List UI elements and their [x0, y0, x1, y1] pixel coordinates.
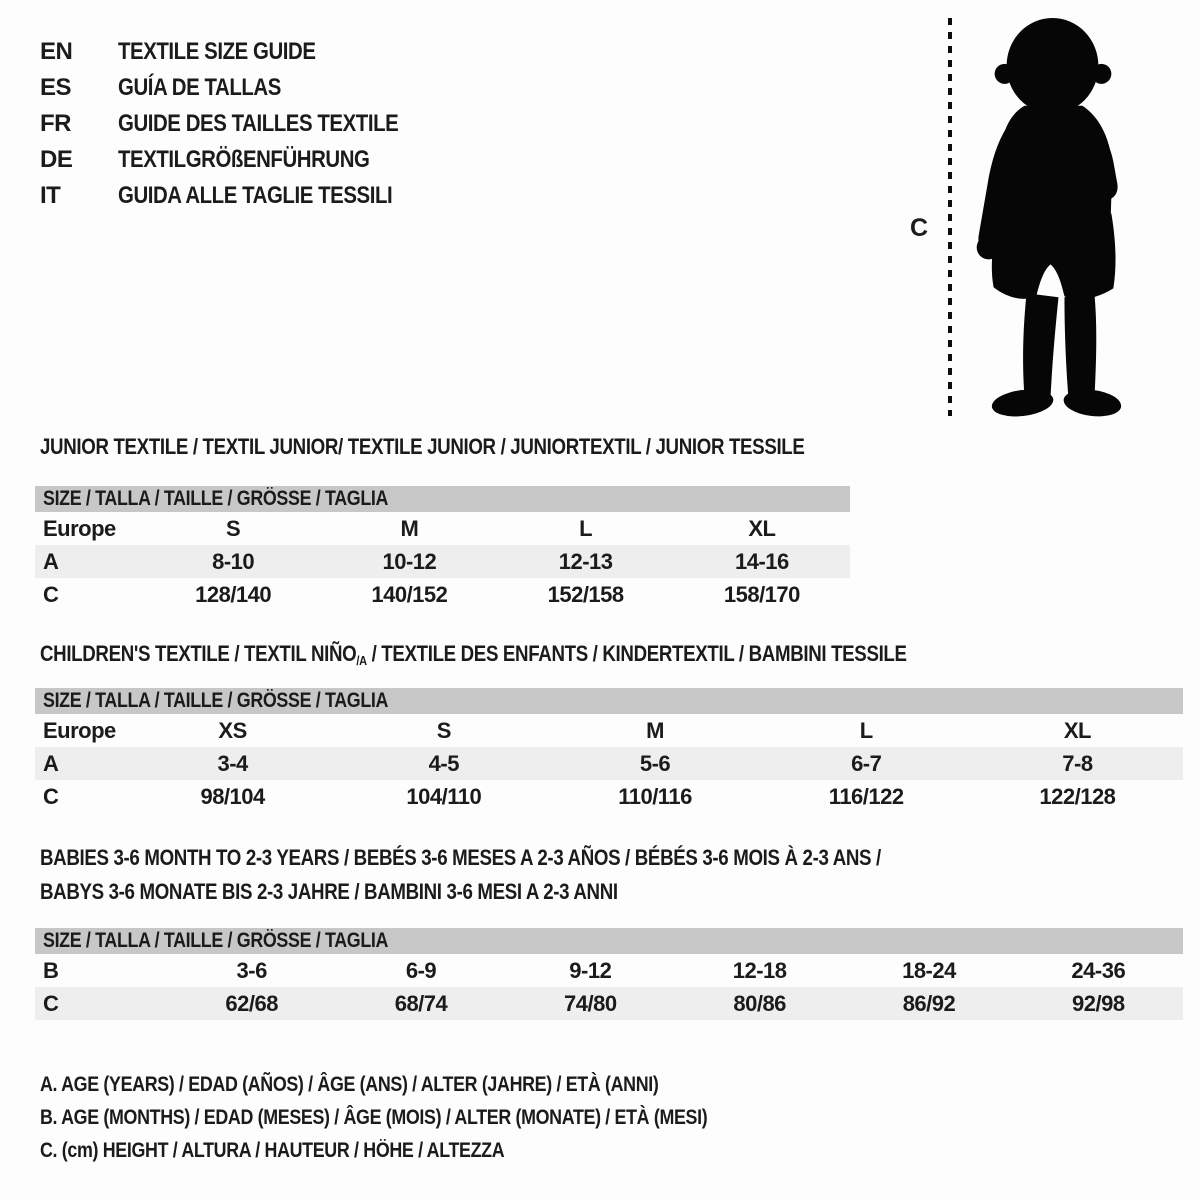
baby-silhouette: [962, 14, 1138, 418]
legend-height-cm: C. (cm) HEIGHT / ALTURA / HAUTEUR / HÖHE / ALTEZZA: [40, 1139, 505, 1162]
row-label: Europe: [43, 717, 116, 743]
row-label: A: [43, 548, 59, 574]
babies-size-table: [35, 928, 1183, 1020]
table-cell: XL: [1063, 717, 1091, 743]
table-cell: 116/122: [828, 783, 904, 809]
row-label: C: [43, 783, 59, 809]
table-cell: 24-36: [1071, 957, 1126, 983]
table-cell: 8-10: [212, 548, 255, 574]
lang-code: FR: [40, 110, 71, 137]
table-cell: 3-6: [236, 957, 267, 983]
lang-code: EN: [40, 38, 73, 65]
table-cell: 152/158: [547, 581, 624, 607]
table-cell: 80/86: [733, 990, 786, 1016]
row-label: B: [43, 957, 59, 983]
table-cell: 122/128: [1039, 783, 1116, 809]
height-measure-label: C: [910, 214, 929, 242]
table-cell: 158/170: [723, 581, 800, 607]
table-cell: 86/92: [902, 990, 956, 1016]
lang-row-de: [40, 142, 448, 178]
children-table-header: SIZE / TALLA / TAILLE / GRÖSSE / TAGLIA: [35, 688, 1183, 714]
table-cell: M: [400, 515, 419, 541]
lang-title: GUIDE DES TAILLES TEXTILE: [118, 110, 399, 137]
lang-code: IT: [40, 182, 61, 209]
table-cell: 5-6: [639, 750, 671, 776]
legend-age-years: A. AGE (YEARS) / EDAD (AÑOS) / ÂGE (ANS) / ALTER (JAHRE) / ETÀ (ANNI): [40, 1073, 659, 1096]
lang-row-fr: [40, 106, 448, 142]
row-label: C: [43, 990, 59, 1016]
table-row: [35, 714, 1183, 747]
table-cell: 14-16: [734, 548, 789, 574]
lang-code: DE: [40, 146, 73, 173]
table-cell: S: [226, 515, 241, 541]
table-cell: 128/140: [195, 581, 272, 607]
row-label: Europe: [43, 515, 116, 541]
table-cell: 3-4: [217, 750, 248, 776]
table-cell: L: [579, 515, 593, 541]
babies-section-title-line2: BABYS 3-6 MONATE BIS 2-3 JAHRE / BAMBINI 3-6 MESI A 2-3 ANNI: [40, 879, 618, 904]
lang-title: TEXTILE SIZE GUIDE: [118, 38, 316, 65]
row-label: C: [43, 581, 59, 607]
table-row: [35, 512, 850, 545]
table-cell: S: [436, 717, 451, 743]
table-cell: 18-24: [902, 957, 956, 983]
table-cell: 6-7: [851, 750, 882, 776]
lang-title: GUIDA ALLE TAGLIE TESSILI: [118, 182, 393, 209]
table-cell: 98/104: [200, 783, 265, 809]
row-label: A: [43, 750, 59, 776]
lang-title: GUÍA DE TALLAS: [118, 74, 281, 101]
table-cell: 104/110: [406, 783, 482, 809]
table-cell: 74/80: [564, 990, 617, 1016]
table-cell: 4-5: [428, 750, 459, 776]
legend-age-months: B. AGE (MONTHS) / EDAD (MESES) / ÂGE (MOIS) / ALTER (MONATE) / ETÀ (MESI): [40, 1106, 708, 1129]
table-row: [35, 780, 1183, 813]
lang-row-es: [40, 70, 448, 106]
height-dashed-line: [948, 18, 952, 416]
junior-table-header: SIZE / TALLA / TAILLE / GRÖSSE / TAGLIA: [35, 486, 850, 512]
table-row: [35, 747, 1183, 780]
babies-table-header: SIZE / TALLA / TAILLE / GRÖSSE / TAGLIA: [35, 928, 1183, 954]
junior-section-title: JUNIOR TEXTILE / TEXTIL JUNIOR/ TEXTILE JUNIOR / JUNIORTEXTIL / JUNIOR TESSILE: [40, 434, 805, 459]
table-cell: 12-13: [558, 548, 613, 574]
table-cell: 68/74: [394, 990, 448, 1016]
table-cell: XL: [748, 515, 776, 541]
language-title-list: [40, 34, 448, 214]
table-cell: M: [646, 717, 664, 743]
babies-section-title-line1: BABIES 3-6 MONTH TO 2-3 YEARS / BEBÉS 3-6 MESES A 2-3 AÑOS / BÉBÉS 3-6 MOIS À 2-3 ANS /: [40, 845, 881, 870]
lang-title: TEXTILGRÖßENFÜHRUNG: [118, 146, 370, 173]
table-cell: 6-9: [405, 957, 437, 983]
table-cell: 7-8: [1062, 750, 1093, 776]
children-section-title: CHILDREN'S TEXTILE / TEXTIL NIÑO/A / TEXTILE DES ENFANTS / KINDERTEXTIL / BAMBINI TESSILE: [40, 641, 907, 668]
table-cell: 140/152: [371, 581, 448, 607]
table-row: [35, 987, 1183, 1020]
table-cell: 9-12: [569, 957, 612, 983]
table-cell: XS: [218, 717, 247, 743]
table-cell: 62/68: [225, 990, 278, 1016]
table-row: [35, 578, 850, 611]
lang-row-it: [40, 178, 448, 214]
table-cell: 110/116: [618, 783, 692, 809]
table-row: [35, 954, 1183, 987]
table-cell: 12-18: [732, 957, 787, 983]
children-size-table: [35, 688, 1183, 813]
junior-size-table: [35, 486, 850, 611]
lang-row-en: [40, 34, 448, 70]
lang-code: ES: [40, 74, 72, 101]
table-cell: L: [859, 717, 873, 743]
table-row: [35, 545, 850, 578]
table-cell: 92/98: [1072, 990, 1125, 1016]
table-cell: 10-12: [382, 548, 437, 574]
